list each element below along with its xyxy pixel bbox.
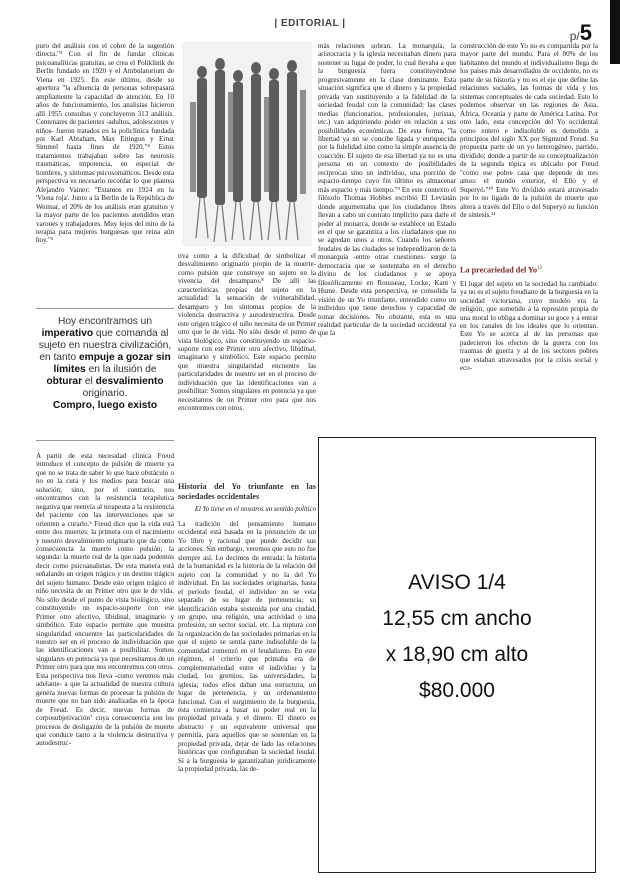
article-column-4-bottom: [460, 258, 598, 426]
pull-quote-text: Hoy encontramos un: [57, 316, 152, 327]
article-column-3: [318, 42, 456, 426]
pull-quote-bold: obturar: [46, 376, 83, 387]
body-text: El lugar del sujeto en la sociedad ha cambiado: ya no es el sujeto freudiano de la burguesía en la sociedad victoriana, cuyo modelo era la religión, que sometido a la represión propia de una moral lo obliga a dominar su goce y a entrar en los canales de los ideales que lo orientan. Este Yo se acerca al de las personas que padecieron los efectos de la guerra con los traumas de guerra y al de los sectores pobres que estaban atravesados por la crisis social y eco-: [460, 279, 598, 373]
pull-quote: [36, 316, 174, 412]
pull-quote-text: originario.: [82, 388, 128, 399]
body-text: más relaciones sobran. La monarquía, la aristocracia y la iglesia necesitaban dinero para sostener su lugar de poder, lo cual llevaba a que la burguesía fuera constituyéndose progresivamente en la clase dominante. Esta situación significa que el dinero y la propiedad privada van sustituyendo a la fidelidad de la sociedad feudal con la comunidad; las clases medias (funcionarios, profesionales, juristas, etc.) van adquiriendo poder en relación a sus posibilidades económicas. De esta forma, "la libertad ya no se concibe ligada y enriquecida por la fidelidad sino como la simple ausencia de coacción. El sujeto de esa libertad ya no es una persona en un contexto de posibilidades recíprocas sino un individuo, una porción de espacio-tiempo cuyo fin último es almacenar más espacio y más tiempo."⁹ En este contexto el filósofo Thomas Hobbes escribió El Leviatán donde argumentaba que los ciudadanos libres llevan a cabo un contrato implícito para darle el poder al monarca, donde se establece un Estado en el que se garantiza a los ciudadanos que no se agredan unos a otros. Cuando los señores feudales de las ciudades se independizaron de la monarquía -entre otras cuestiones- surge la democracia que se sustentaba en el derecho divino de los ciudadanos y se apoya filosóficamente en Rousseau, Locke, Kant y Hume. Desde esta perspectiva, se consolida la visión de un Yo triunfante, entendido como un individuo que tiene derechos y capacidad de tomar decisiones. No obstante, esta es una realidad particular de la sociedad occidental ya que la: [318, 42, 456, 338]
ad-width-label: 12,55 cm ancho: [382, 607, 532, 630]
section-heading: [460, 264, 598, 276]
footnote-marker: 12: [537, 266, 543, 271]
epigraph: El Yo tiene en el nosotros un sentido político: [194, 506, 316, 513]
pull-quote-bold: imperativo: [41, 328, 94, 339]
section-heading-text: La precariedad del Yo: [460, 265, 538, 275]
article-column-1-top: [36, 42, 174, 294]
article-column-2-top: [178, 252, 316, 472]
section-header: | EDITORIAL |: [274, 18, 346, 29]
pull-quote-slogan: Compro, luego existo: [52, 400, 158, 411]
ad-placeholder: [318, 437, 596, 873]
pull-quote-bold: empuje a gozar sin límites: [53, 352, 171, 375]
pull-quote-bold: desvalimiento: [95, 376, 164, 387]
body-text: La tradición del pensamiento humano occidental está basada en la presunción de un Yo libre y racional que puede decidir sus acciones. Sin embargo, veremos que esto no fue siempre así. Lo decimos de entrada: la historia de la humanidad es la historia de la relación del sujeto con la comunidad y no la del Yo individual. En las sociedades originarias, hasta el período feudal, el individuo no se veía separado de su lugar de pertenencia; su identificación estaba sostenida por una ciudad, un grupo, una religión, una actividad o una profesión, un sector social, etc. La ruptura con la organización de las sociedades primarias en la que el sujeto se sentía parte indisoluble de la comunidad comenzó en el feudalismo. En este régimen, el criterio que primaba era de complementariedad entre el individuo y la ciudad, los gremios, las universidades, la iglesia; todos ellos daban una estructura, un lugar de pertenencia, y un ordenamiento funcional. Con el surgimiento de la burguesía, ésta comienza a basar su poder real en la propiedad privada y el dinero. El dinero es abstracto y un equivalente universal que permitía, para aquellos que se sostenían en la propiedad privada, dejar de lado las relaciones históricas que configuraban la sociedad feudal. Si a la burguesía le garantizaban jurídicamente la propiedad privada, las de-: [178, 520, 316, 774]
ad-size-label: AVISO 1/4: [408, 571, 506, 594]
pull-quote-text: el: [82, 376, 96, 387]
ad-height-label: x 18,90 cm alto: [385, 643, 529, 666]
page-edge-tab: [610, 0, 620, 64]
body-text: puro del análisis con el cobre de la sugestión directa."³ Con el fin de fundar clínicas psicoanalíticas gratuitas, se crea el Poliklinik de Berlín fundado en 1920 y el Ambulatorium de Viena en 1925. En este último, desde su apertura "la afluencia de personas sobrepasará ampliamente la capacidad de atención. En 10 años de funcionamiento, los analistas hicieron allí 1955 consultas y concluyeron 313 análisis. Centenares de pacientes -adultos, adolescentes y niños- fueron tratados en la policlínica fundada por Karl Abraham, Max Eitingon y Ernst Simmel hasta fines de 1920."⁴ Estos tratamientos trabajaban sobre las neurosis traumáticas, impotencia, en especial de hombres, y síntomas psicosomáticos. Desde esta perspectiva es necesario recordar lo que plantea Alejandro Vainer: "Estamos en 1924 en la 'Viena roja'. Junto a la Berlín de la República de Weimar, el 20% de los análisis eran gratuitos y la mayor parte de los pacientes atendidos eran varones y trabajadores. Muy lejos del mito de la terapia para mujeres burguesas que reina aún hoy."⁵: [36, 42, 174, 245]
body-text: A partir de esta necesidad clínica Freud introduce el concepto de pulsión de muerte ya que no se trata de saber lo que hace obstáculo o no en la cura y los medios para buscar una solución; sino, por el contrario, nos encontramos con la resistencia terapéutica negativa que reenvía al terapeuta a la resistencia del paciente con las intervenciones que se orienten a curarlo.⁶ Freud dice que la vida está entre dos muertes: la primera con el nacimiento y nuestro desvalimiento originario que da como consecuencia la muerte como pulsión; la segunda: la muerte real de la que nada podemos decir como psicoanalistas. De esta manera está señalando un origen trágico y un destino trágico del sujeto humano. Desde este origen trágico el niño necesita de un Primer otro que le de vida. No sólo desde el punto de vista biológico, sino constituyendo un espacio-soporte con ese Primer otro afectivo, libidinal, imaginario y simbólico. Este espacio permite que muestra singularidad encuentre las particularidades de nuestro ser en el proceso de individuación que las identificaciones van a posibilitar. Somos singulares en potencia ya que necesitamos de un Primer otro para que nos encontremos con otros. Esta perspectiva nos lleva -como veremos más adelante- a que la actualidad de nuestra cultura genera nuevas formas de procesar la pulsión de muerte que no han sido analizadas en la época de Freud. Es decir, nuevas formas de corposubjetivación⁷ cuya consecuencia son los procesos de desligazón de la pulsión de muerte que conduce tanto a la violencia destructiva y autodestruc-: [36, 452, 174, 748]
body-text: tiva como a la dificultad de simbolizar el desvalimiento originario propio de la muerte-como pulsión que construye un sujeto en la vivencia del desamparo.⁸ De allí las características propias del sujeto en la actualidad: la sensación de vulnerabilidad, desamparo y los síntomas propios de la violencia destructiva y autodestructiva. Desde este origen trágico el niño necesita de un Primer otro que le de vida. No sólo desde el punto de vista biológico, sino constituyendo un espacio-soporte con ese Primer otro afectivo, libidinal, imaginario y simbólico. Este espacio permite que muestra singularidad encuentre las particularidades de nuestro ser en el proceso de individuación que las identificaciones van a posibilitar: Somos singulares en potencia ya que necesitamos de un Primer otro para que nos encontremos con otros.: [178, 252, 316, 413]
body-text: construcción de este Yo no es compartida por la mayor parte del mundo. Para el 80% de los habitantes del mundo el individualismo llega de los países más desarrollados de occidente, no es parte de su historia y no es el eje que define las relaciones sociales, las formas de vida y los sistemas conceptuales de cada sociedad. Esto lo podemos observar en las regiones de Asia, África, Oceanía y parte de América Latina. Por otro lado, esta concepción del Yo occidental como entero e indisoluble es demolido a principios del siglo XX por Sigmund Freud. Su propuesta parte de un yo heterogéneo, partido, dividido; donde a partir de su conceptualización de la segunda tópica es ubicado por Freud "como ese pobre casa que depende de tres amos: el mundo exterior, el Ello y el Superyó."¹⁰ Este Yo dividido estará atravesado por lo no ligado de la pulsión de muerte que altera a través del Ello o del Superyó su función de síntesis.¹¹: [460, 42, 598, 220]
divider: [36, 308, 174, 309]
page-prefix: p/: [569, 29, 580, 43]
ad-price-label: $80.000: [419, 679, 495, 702]
page-number-value: 5: [579, 20, 592, 45]
pull-quote-text: que comanda al sujeto en nuestra civilización, en tanto: [38, 328, 172, 363]
divider: [36, 440, 174, 441]
article-column-1-bottom: [36, 452, 174, 872]
article-column-2-bottom: [178, 476, 316, 872]
figure-illustration: [182, 42, 312, 246]
painting-figures-icon: [182, 42, 312, 246]
article-column-4-top: [460, 42, 598, 250]
section-heading: Historia del Yo triunfante en las sociedades occidentales: [178, 482, 316, 501]
pull-quote-text: en la ilusión de: [85, 364, 157, 375]
